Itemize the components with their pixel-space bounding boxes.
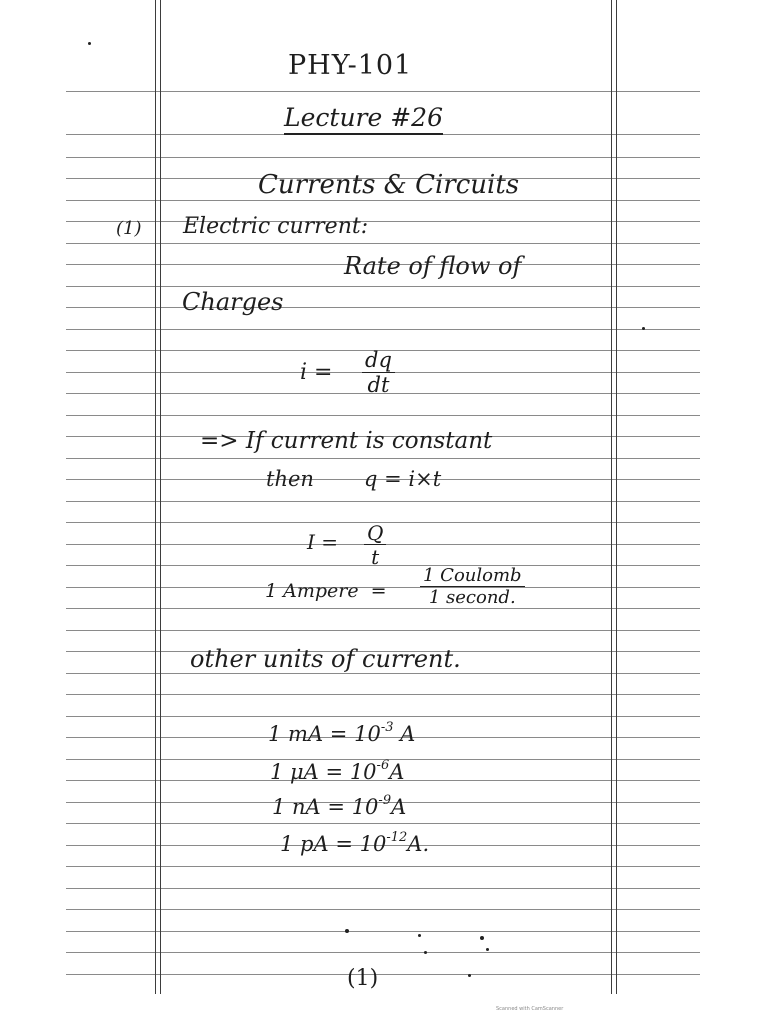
unit-base: 10 xyxy=(351,795,379,819)
condition-line-2-equation: q = i×t xyxy=(364,467,442,491)
ruled-line xyxy=(66,888,700,889)
ink-speck xyxy=(642,327,645,330)
ruled-line xyxy=(66,501,700,502)
ink-speck xyxy=(486,948,489,951)
equation-fraction xyxy=(364,522,386,569)
equation-fraction xyxy=(362,349,395,398)
unit-lhs: 1 μA = xyxy=(270,760,344,784)
ruled-line xyxy=(66,630,700,631)
ruled-line xyxy=(66,694,700,695)
ruled-line xyxy=(66,329,700,330)
unit-symbol: A. xyxy=(407,832,430,856)
ruled-line xyxy=(66,608,700,609)
unit-lhs: 1 mA = xyxy=(268,722,348,746)
ruled-line xyxy=(66,952,700,953)
topic-title: Currents & Circuits xyxy=(258,170,520,200)
ruled-line xyxy=(66,866,700,867)
page-number: (1) xyxy=(347,966,379,991)
ruled-line xyxy=(66,286,700,287)
ink-speck xyxy=(88,42,91,45)
ruled-line xyxy=(66,673,700,674)
units-heading: other units of current. xyxy=(190,645,461,673)
equation-lhs: 1 Ampere = xyxy=(265,580,387,602)
unit-row xyxy=(272,795,406,819)
ruled-line xyxy=(66,909,700,910)
item-number: (1) xyxy=(116,218,142,239)
condition-line-2-then: then xyxy=(266,467,314,491)
unit-row xyxy=(268,722,415,746)
unit-base: 10 xyxy=(359,832,387,856)
ink-speck xyxy=(418,934,421,937)
unit-exponent: -6 xyxy=(376,758,390,773)
unit-exponent: -9 xyxy=(378,793,392,808)
definition-line-1: Rate of flow of xyxy=(344,252,522,280)
ruled-line xyxy=(66,243,700,244)
ruled-line xyxy=(66,716,700,717)
unit-row xyxy=(280,832,429,856)
scanner-watermark: Scanned with CamScanner xyxy=(496,1006,564,1012)
condition-line-1: => If current is constant xyxy=(200,428,493,454)
definition-line-2: Charges xyxy=(182,288,284,316)
unit-row xyxy=(270,760,404,784)
ruled-line xyxy=(66,307,700,308)
fraction-denominator: 1 second. xyxy=(428,586,516,608)
ruled-line xyxy=(66,974,700,975)
left-margin-rule xyxy=(155,0,156,994)
equation-lhs: I = xyxy=(307,530,339,554)
unit-symbol: A xyxy=(391,795,407,819)
ink-speck xyxy=(468,974,471,977)
ink-speck xyxy=(345,929,349,933)
unit-symbol: A xyxy=(389,760,405,784)
unit-exponent: -3 xyxy=(380,720,394,735)
equation-lhs: i = xyxy=(300,360,333,385)
ruled-line xyxy=(66,91,700,92)
ruled-line xyxy=(66,415,700,416)
ruled-line xyxy=(66,221,700,222)
ruled-line xyxy=(66,157,700,158)
fraction-denominator: dt xyxy=(367,373,390,398)
unit-exponent: -12 xyxy=(386,830,408,845)
ruled-line xyxy=(66,458,700,459)
right-margin-rule xyxy=(611,0,612,994)
lecture-title: Lecture #26 xyxy=(284,103,443,135)
unit-lhs: 1 pA = xyxy=(280,832,353,856)
unit-base: 10 xyxy=(354,722,381,746)
ruled-line xyxy=(66,200,700,201)
unit-lhs: 1 nA = xyxy=(272,795,345,819)
equation-fraction xyxy=(420,566,525,608)
course-code: PHY-101 xyxy=(288,50,413,81)
unit-symbol: A xyxy=(400,722,416,746)
fraction-denominator: t xyxy=(371,545,380,569)
fraction-numerator: Q xyxy=(364,522,386,545)
right-margin-rule xyxy=(616,0,617,994)
unit-base: 10 xyxy=(349,760,377,784)
ruled-line xyxy=(66,823,700,824)
ink-speck xyxy=(480,936,484,940)
section-heading: Electric current: xyxy=(183,214,369,239)
ink-speck xyxy=(424,951,427,954)
left-margin-rule xyxy=(160,0,161,994)
ruled-line xyxy=(66,931,700,932)
fraction-numerator: dq xyxy=(362,349,395,373)
fraction-numerator: 1 Coulomb xyxy=(420,566,525,587)
